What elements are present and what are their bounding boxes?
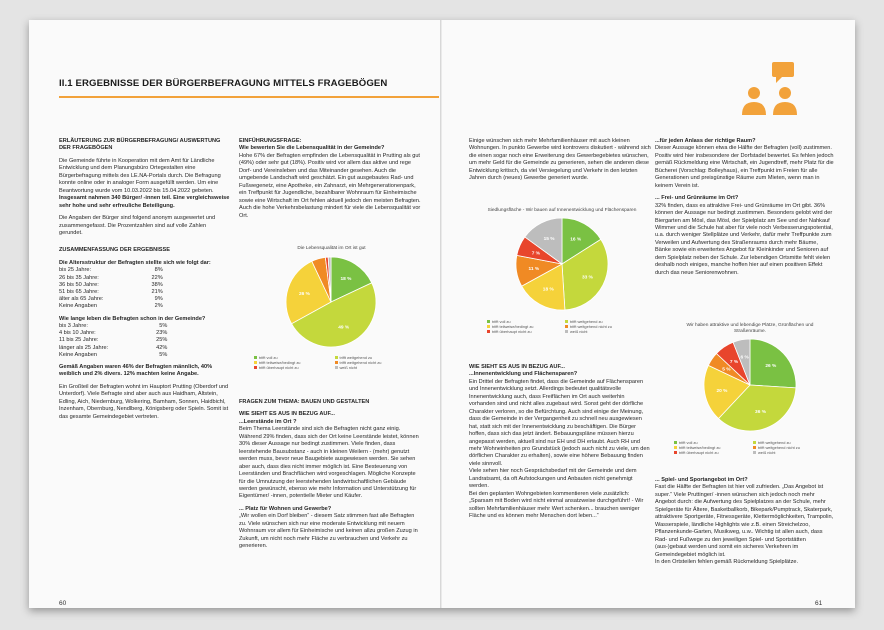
chart-legend [254, 355, 409, 370]
row-label: 4 bis 10 Jahre: [59, 330, 96, 337]
gender-text: Gemäß Angaben waren 46% der Befragten männlich, 40% weiblich und 2% divers. 12% machten keine Angabe. [59, 364, 213, 378]
pie-chart [487, 214, 637, 314]
play-text: Fast die Hälfte der Befragten ist hier voll zufrieden. „Das Angebot ist super.“ Viele Pruttinger/ -innen wünschen sich jedoch noch mehr Angebot durch: die Aufwertung des Spielplatzes an der Schule, mehr Spielgeräte für Ältere, Basketballkorb, Bikepark/Pumptrack, Skaterpark, attraktivere Sportgeräte, Fitnessgeräte, Klettermöglichkeiten, Trampolin, Wasserspiele, ländliche Highlights wie z.B. einen Streichelzoo, Pflanzenkunde-Garten, Musikweg, u.w.. Wichtig ist allen auch, dass Rad- und Fußwege zu den jeweiligen Spiel- und Sportstätten (aus-)gebaut werden und somit ein sicheres Verkehren im Gemeindegebiet möglich ist. [655, 484, 834, 558]
inner-text-2: Viele sehen hier noch Gesprächsbedarf mit der Gemeinde und dem Landratsamt, da oft Aufstockungen und Anbauten nicht genehmigt werden. [469, 468, 637, 490]
legend-label: trifft voll zu [492, 318, 511, 324]
inner-text: Ein Drittel der Befragten findet, dass die Gemeinde auf Flächensparen und Innenentwicklung setzt. Allerdings bedeutet qualitätsvolle Innenentwicklung auch, dass Freiflächen im Ort auch weiterhin vorhanden sind und nicht alles zugebaut wird. Sonst geht der dörfliche Charakter verloren, so die Befürchtung. Auch sind einige der Meinung, dass die Gemeinde in der Vergangenheit zu schnell neu ausgewiesen hat, statt sich mit der Innenentwicklung zu beschäftigen. Die Bürger hoffen, dass sich das jetzt ändert. Bebauungspläne müssen hierzu angepasst werden, aktuell sind nur EH und DH erlaubt. Auch RH und mehr Wohneinheiten pro Grundstück (jedoch auch nicht zu viele, um den dörflichen Charakter zu erhalten), sowie eine höhere Bebauung finden viele sinnvoll. [469, 378, 650, 467]
age-heading: Die Altersstruktur der Befragten stellte sich wie folgt dar: [59, 259, 211, 266]
rooms-text: Dieser Aussage können etwa die Hälfte der Befragten (voll) zustimmen. Positiv wird hier insbesondere der Dorfstadel bewertet. Es fehlen jedoch gemäß Rückmeldung eine Wirtschaft, ein Jugendtreff, mehr Platz für die Bücherei (Vorschlag: Bolleyhaus), ein Treffpunkt im Freien für alle Generationen und preisgünstige Räume zum Mieten, wenn man in keinem Verein ist. [655, 145, 834, 189]
where-heading: WIE SIEHT ES AUS IN BEZUG AUF... [239, 411, 335, 418]
age-table [59, 267, 163, 310]
data-label: 20 % [716, 388, 728, 394]
column-1 [59, 138, 231, 426]
table-row [59, 303, 163, 310]
housing-heading: ... Platz für Wohnen und Gewerbe? [239, 505, 332, 512]
live-table [59, 323, 167, 359]
column-2-lower [239, 399, 421, 556]
legend-swatch [335, 366, 338, 369]
row-value: 21% [151, 288, 163, 295]
play-text-2: In den Ortsteilen fehlen gemäß Rückmeldung Spielplätze. [655, 558, 799, 565]
legend-label: trifft weitgehend zu [758, 439, 791, 445]
commerce-text: Einige wünschen sich mehr Mehrfamilienhäuser mit auch kleinen Wohnungen. In punkto Gewerbe wird kontrovers diskutiert - während sich die einen sogar noch eine Erweiterung des Gewerbegebietes wünschen, um mehr Geld für die Gemeinde zu generieren, sehen die anderen diese Entwicklung kritisch, da viel Versiegelung und Verkehr in den letzten Jahren durch (neues) Gewerbe generiert wurde. [469, 138, 651, 182]
column-3-lower [469, 364, 651, 526]
topic-heading: FRAGEN ZUM THEMA: BAUEN UND GESTALTEN [239, 399, 370, 405]
intro-text-2: Die Angaben der Bürger sind folgend anonym ausgewertet und zusammengefasst. Die Prozentzahlen sind auf volle Zahlen gerundet. [59, 215, 216, 236]
pie-chart [254, 252, 409, 350]
legend-label: trifft teilweise/bedingt zu [259, 359, 301, 365]
legend-swatch [674, 451, 677, 454]
data-label: 7 % [531, 251, 540, 257]
data-label: 36 % [755, 409, 766, 415]
legend-item [753, 450, 826, 455]
live-heading: Wie lange leben die Befragten schon in der Gemeinde? [59, 315, 206, 322]
table-row [59, 289, 163, 296]
legend-swatch [487, 330, 490, 333]
table-row [59, 352, 167, 359]
data-label: 49 % [338, 325, 350, 331]
data-label: 18 % [340, 276, 352, 282]
chart-title: Die Lebensqualität im Ort ist gut [297, 246, 366, 251]
row-value: 2% [154, 303, 163, 310]
legend-label: trifft weitgehend zu [570, 318, 603, 324]
legend-label: trifft überhaupt nicht zu [492, 328, 532, 334]
column-3 [469, 138, 651, 188]
row-label: Keine Angaben [59, 351, 97, 358]
residence-text: Ein Großteil der Befragten wohnt im Hauptort Prutting (Oberdorf und Unterdorf). Viele Befragte sind aber auch aus Haidham, Altstein, Edling, Aich, Niedernburg, Wolkering, Bamham, Sonnen, Haidbichl, Inzenham, Obernburg, Nendlberg, Königsberg oder Spieln. Somit ist das gesamte Gemeindegebiet vertreten. [59, 383, 229, 420]
legend-item [335, 365, 410, 370]
vacancy-text: Beim Thema Leerstände sind sich die Befragten nicht ganz einig. Während 29% finden, dass sich der Ort keine Leerstände leistet, können 30% dieser Aussage nur bedingt zustimmen. Viele finden, dass leerstehende Bausubstanz - auch in kleinen Weilern - (mehr) genutzt werden muss, bevor neue Baugebiete ausgewiesen werden. Sie sehen aber auch, dass dies nicht immer möglich ist. Eine Besteuerung von Leerständen und Brachflächen wird vorgeschlagen. Mögliche Konzepte für die Umnutzung der leerstehenden landwirtschaftlichen Gebäude werden gewünscht, ebenso wie mehr Information und Unterstützung für Eigentümer/ -innen, potentielle Mieter und Käufer. [239, 426, 419, 500]
vacancy-heading: ...Leerstände im Ort ? [239, 418, 297, 425]
table-row [59, 282, 163, 289]
section-title: II.1 ERGEBNISSE DER BÜRGERBEFRAGUNG MITTELS FRAGEBÖGEN [59, 78, 388, 89]
chart-green-spaces [674, 323, 826, 455]
where-heading-2: WIE SIEHT ES AUS IN BEZUG AUF... [469, 364, 565, 370]
row-value: 9% [154, 296, 163, 303]
legend-label: trifft weitgehend nicht zu [339, 359, 382, 365]
row-label: bis 25 Jahre: [59, 267, 92, 274]
row-value: 5% [159, 323, 168, 330]
title-underline [59, 96, 439, 98]
legend-label: weiß nicht [339, 364, 358, 370]
row-value: 42% [156, 344, 168, 351]
row-label: 51 bis 65 Jahre: [59, 288, 99, 295]
inner-heading: ...Innenentwicklung und Flächensparen? [469, 371, 578, 378]
legend-label: trifft weitgehend zu [339, 354, 373, 360]
intro-bold: Insgesamt nahmen 340 Bürger/ -innen teil. Eine vergleichsweise sehr hohe und sehr erfreuliche Beteiligung. [59, 195, 230, 209]
data-label: 11 % [528, 266, 540, 272]
legend-item [487, 329, 559, 334]
chart-legend [487, 319, 637, 334]
housing-text: „Wir wollen ein Dorf bleiben“ - diesem Satz stimmen fast alle Befragten zu. Viele wünschen sich nur eine moderate Entwicklung mit neuem Wohnraum vor allem für Einheimische und keinen allzu großen Zuzug in Zukunft, um nicht noch mehr Fläche zu verbrauchen und Verkehr zu generieren. [239, 513, 418, 550]
table-row [59, 267, 163, 274]
row-label: 11 bis 25 Jahre: [59, 337, 99, 344]
intro-question: Wie bewerten Sie die Lebensqualität in der Gemeinde? [239, 145, 385, 152]
book-spine [440, 20, 442, 608]
legend-label: weiß nicht [758, 449, 776, 455]
data-label: 5 % [722, 367, 731, 373]
row-value: 23% [156, 330, 168, 337]
inner-text-3: Bei den geplanten Wohngebieten kommentieren viele zusätzlich: „Sparsam mit Boden wird nicht einmal ansatzweise durchgeführt! - Wir sollten Mehrfamilienhäuser mehr Wert schenken... brauchen weniger Fläche und es können mehr Menschen dort leben...“ [469, 490, 644, 520]
play-heading: ... Spiel- und Sportangebot im Ort? [655, 477, 748, 483]
row-value: 5% [159, 351, 168, 358]
legend-item [674, 450, 747, 455]
legend-label: weiß nicht [570, 328, 588, 334]
row-value: 25% [156, 337, 168, 344]
column-2 [239, 138, 421, 225]
row-label: bis 3 Jahre: [59, 323, 88, 330]
legend-label: trifft überhaupt nicht zu [679, 449, 719, 455]
legend-swatch [254, 366, 257, 369]
legend-label: trifft überhaupt nicht zu [259, 364, 299, 370]
table-row [59, 345, 167, 352]
table-row [59, 296, 163, 303]
book-spread [29, 20, 855, 608]
chart-inner-development [487, 208, 637, 334]
intro-body: Die Gemeinde führte in Kooperation mit dem Amt für Ländliche Entwicklung und dem Planungsbüro Ortegestalten eine Bürgerbefragung mittels des LE.NA-Portals durch. Die Befragung konnte online oder in analoger Form ausgefüllt werden. Um eine Beantwortung wurde vom 10.03.2022 bis 15.04.2022 gebeten. [59, 157, 221, 194]
data-label: 26 % [765, 363, 777, 369]
legend-swatch [565, 330, 568, 333]
legend-label: trifft voll zu [259, 354, 278, 360]
table-row [59, 330, 167, 337]
row-label: älter als 65 Jahre: [59, 296, 104, 303]
green-heading: ... Frei- und Grünräume im Ort? [655, 195, 739, 202]
intro-question-text: Hohe 67% der Befragten empfinden die Lebensqualität in Prutting als gut (49%) oder sehr gut (18%). Positiv wird vor allem das aktive und rege Dorf- und Vereinsleben und das Miteinander gesehen. Auch die umgebende Landschaft wird geschätzt. Ein gut ausgebautes Rad- und Fußwegenetz, eine Apotheke, ein Zahnarzt, ein Mehrgenerationenpark, ein Treffpunkt für Jugendliche, bezahlbarer Wohnraum für Einheimische sowie eine Wirtschaft im Ort fehlen aktuell jedoch den meisten Befragten. Auch die hohe Verkehrsbelastung mindert für viele die Lebensqualität vor Ort. [239, 152, 421, 219]
legend-item [565, 329, 637, 334]
column-4-lower [655, 477, 835, 571]
summary-heading: ZUSAMMENFASSUNG DER ERGEBNISSE [59, 247, 170, 254]
legend-label: trifft teilweise/bedingt zu [679, 444, 721, 450]
chart-legend [674, 440, 826, 455]
chart-quality-of-life [254, 246, 409, 370]
data-label: 33 % [581, 275, 593, 281]
page-number-left: 60 [59, 600, 67, 607]
legend-label: trifft teilweise/bedingt zu [492, 323, 534, 329]
pie-chart [674, 335, 826, 435]
legend-label: trifft weitgehend nicht zu [570, 323, 612, 329]
legend-label: trifft weitgehend nicht zu [758, 444, 800, 450]
legend-swatch [753, 451, 756, 454]
data-label: 7 % [729, 359, 739, 365]
data-label: 6 % [740, 355, 749, 361]
chart-title: Wir haben attraktive und lebendige Plätze, Grünflächen und Straßenräume. [686, 323, 814, 334]
people-speech-bubble-icon [739, 60, 805, 118]
intro-heading: ERLÄUTERUNG ZUR BÜRGERBEFRAGUNG/ AUSWERTUNG DER FRAGEBÖGEN [59, 138, 221, 152]
table-row [59, 337, 167, 344]
row-value: 22% [151, 274, 163, 281]
row-label: 36 bis 50 Jahre: [59, 281, 99, 288]
data-label: 16 % [570, 237, 582, 243]
rooms-heading: ...für jeden Anlass der richtige Raum? [655, 138, 756, 144]
column-4 [655, 138, 835, 282]
green-text: 32% finden, dass es attraktive Frei- und Grünräume im Ort gibt. 36% können der Aussage nur bedingt zustimmen. Besonders gelobt wird der Biergarten am Mösl, das Mösl, der Spielplatz am See und der Nahkauf Wimmer und die Schule hat aber für viele noch Verbesserungspotential, u.a. durch weniger Stellplätze und Verkehr, dafür mehr Treffpunkte zum Verweilen und Aufwertung des Straßenraums durch mehr Bäume, Bänke sowie ein erweitertes Angebot für Kleinkinder und Senioren auf dem Spielplatz neben der Schule. Zur lebendigen Ortsmitte fehlt vielen deshalb noch einiges, manche hoffen hier auf einen positiven Effekt durch das neue Seniorenwohnen. [655, 202, 833, 276]
legend-item [254, 365, 329, 370]
data-label: 15 % [543, 236, 555, 242]
intro-text [59, 158, 231, 210]
data-label: 18 % [542, 287, 554, 293]
row-label: Keine Angaben [59, 303, 97, 310]
row-label: länger als 25 Jahre: [59, 344, 109, 351]
page-number-right: 61 [815, 600, 823, 607]
legend-label: trifft voll zu [679, 439, 698, 445]
data-label: 26 % [299, 291, 310, 297]
table-row [59, 323, 167, 330]
table-row [59, 275, 163, 282]
row-label: 26 bis 35 Jahre: [59, 274, 99, 281]
row-value: 8% [154, 267, 163, 274]
intro-question-heading: EINFÜHRUNGSFRAGE: [239, 138, 302, 144]
chart-title: Siedlungsfläche - Wir bauen auf Innenentwicklung und Flächensparen [487, 208, 637, 213]
row-value: 38% [151, 281, 163, 288]
